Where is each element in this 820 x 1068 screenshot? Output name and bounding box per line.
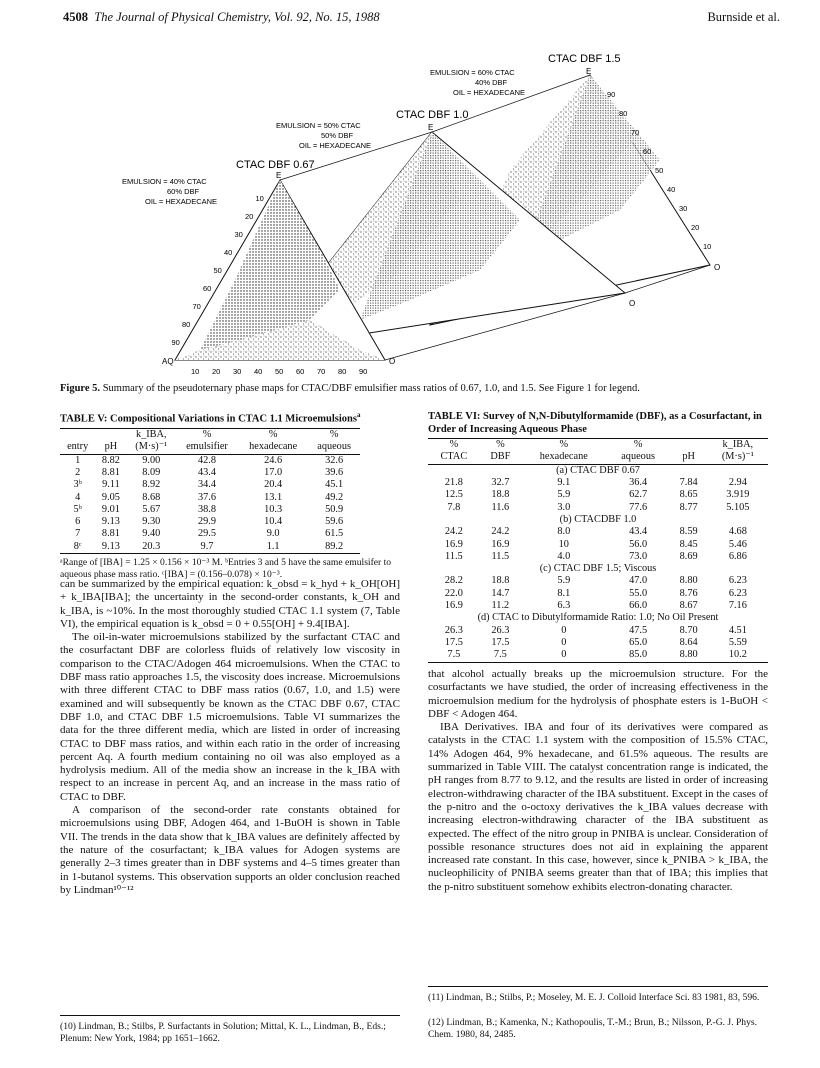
table-v-header: hexadecane (238, 441, 308, 454)
table-row (428, 477, 768, 489)
table-vi-header: hexadecane (521, 451, 607, 464)
svg-text:EMULSION = 40% CTAC: EMULSION = 40% CTAC (122, 177, 207, 186)
table-cell: 20.3 (127, 541, 176, 554)
reference-rule (428, 986, 768, 987)
table-cell: 22.0 (444, 587, 463, 599)
table-cell: 24.2 (444, 526, 463, 538)
table-cell: 6.86 (728, 550, 747, 562)
table-cell: 9.1 (557, 477, 571, 489)
svg-text:OIL = HEXADECANE: OIL = HEXADECANE (145, 197, 218, 206)
table-cell: 9.7 (176, 541, 238, 554)
left-tick-label: 40 (224, 248, 233, 257)
table-section-label: (a) CTAC DBF 0.67 (556, 464, 640, 476)
vertex-o-0-67: O (389, 357, 396, 366)
table-vi-header-top (670, 439, 708, 452)
table-cell: 9.05 (101, 491, 120, 503)
table-cell: 24.2 (491, 526, 510, 538)
bottom-axis-ticks (191, 367, 367, 376)
table-cell: 5.9 (557, 575, 571, 587)
table-section-row (428, 514, 768, 526)
table-cell: 10 (558, 538, 569, 550)
table-cell: 55.0 (629, 587, 648, 599)
table-v-header: (M·s)⁻¹ (127, 441, 176, 454)
table-row (428, 575, 768, 587)
vertex-e-1-5: E (586, 67, 592, 76)
table-vi-header: aqueous (607, 451, 670, 464)
diagram-title-0-67: CTAC DBF 0.67 (236, 159, 315, 171)
table-row (428, 600, 768, 612)
table-cell: 8.65 (679, 489, 698, 501)
table-cell: 20.4 (264, 479, 283, 491)
table-row (428, 502, 768, 514)
table-cell: 17.0 (264, 466, 283, 478)
right-tick-label: 20 (691, 223, 700, 232)
paragraph: can be summarized by the empirical equation: k_obsd = k_hyd + k_OH[OH] + k_IBA[IBA]; the uncertainty in the second-order constants, k_OH and k_IBA, is ~10%. In the most thoroughly studied CTAC 1.1 system (7, Table VI), the empirical equation is k_obsd = 0 + 0.55[OH] + 9.4[IBA]. (60, 578, 400, 630)
right-tick-label: 40 (667, 185, 676, 194)
table-v-block (60, 411, 400, 580)
table-row (428, 625, 768, 637)
paragraph: that alcohol actually breaks up the microemulsion structure. For the cosurfactants we have studied, the order of increasing effectiveness in the microemulsion medium for the hydrolysis of phosphate esters is 1-BuOH < DBF < Adogen 464. (428, 668, 768, 720)
reference-10: (10) Lindman, B.; Stilbs, P. Surfactants in Solution; Mittal, K. L., Lindman, B., Eds.; Plenum: New York, 1984; pp 1651–1662. (60, 1021, 386, 1044)
svg-text:OIL = HEXADECANE: OIL = HEXADECANE (453, 88, 526, 97)
left-tick-label: 30 (234, 230, 243, 239)
table-cell: 29.5 (197, 528, 216, 540)
diagram-title-1-5: CTAC DBF 1.5 (548, 53, 621, 65)
left-tick-label: 60 (203, 284, 212, 293)
left-column-text (60, 578, 400, 897)
table-v (60, 428, 360, 554)
table-cell: 8.09 (142, 466, 161, 478)
right-column-text (428, 668, 768, 894)
table-row (60, 479, 360, 491)
table-cell: 4 (75, 491, 81, 503)
table-cell: 73.0 (629, 550, 648, 562)
table-row (60, 504, 360, 516)
table-cell: 2.94 (728, 477, 747, 489)
table-row (428, 489, 768, 501)
table-cell: 8.0 (557, 526, 571, 538)
table-cell: 3.0 (557, 501, 571, 513)
table-row (428, 637, 768, 649)
table-section-row (428, 612, 768, 624)
table-cell: 13.1 (264, 491, 283, 503)
page-header-left (63, 10, 380, 25)
table-cell: 0 (521, 649, 607, 662)
table-row (60, 467, 360, 479)
table-cell: 66.0 (629, 600, 648, 612)
bottom-tick-label: 70 (317, 367, 326, 376)
table-cell: 28.2 (444, 575, 463, 587)
table-cell: 8.76 (679, 587, 698, 599)
table-v-header-top (60, 429, 95, 442)
table-cell: 2 (75, 466, 81, 478)
left-tick-label: 70 (192, 302, 201, 311)
table-vi-header-top: k_IBA, (708, 439, 768, 452)
table-row (60, 528, 360, 540)
legend-0-67 (122, 177, 217, 206)
running-authors: Burnside et al. (707, 10, 780, 24)
table-cell: 24.6 (264, 454, 283, 466)
table-cell: 49.2 (325, 491, 344, 503)
bottom-tick-label: 20 (212, 367, 221, 376)
table-cell: 1.1 (238, 541, 308, 554)
table-row (428, 551, 768, 563)
paragraph: The oil-in-water microemulsions stabilized by the surfactant CTAC and the cosurfactant DBF are colorless fluids of relatively low viscosity in comparison to the CTAC/Adogen 464 microemulsions. When the CTAC to DBF mass ratio approaches 1.5, the viscosity does increase. Microemulsions with three different CTAC to DBF mass ratios (0.67, 1.0, and 1.5) were examined and will subsequently be known as the CTAC DBF 0.67, CTAC DBF 1.0, and CTAC DBF 1.5 microemulsions. Table VI summarizes the data for the three different media, which are listed in order of increasing CTAC to DBF mass ratios, and within each ratio in the order of increasing percent Aq. A fourth medium containing no oil was also employed as a hydrolysis medium. All of the media show an increase in the k_IBA with respect to an increase in percent Aq, and an increase in the mass ratio of CTAC to DBF. (60, 631, 400, 803)
table-vi-header: (M·s)⁻¹ (708, 451, 768, 464)
figure-5 (60, 50, 770, 380)
table-cell: 5ᵇ (73, 503, 82, 515)
table-cell: 6.23 (728, 587, 747, 599)
table-cell: 8ᶜ (60, 541, 95, 554)
table-section-row (428, 464, 768, 477)
table-v-title: TABLE V: Compositional Variations in CTAC 1.1 Microemulsions$^a$ (60, 411, 361, 425)
right-tick-label: 70 (631, 128, 640, 137)
table-cell: 6 (75, 516, 81, 528)
svg-text:EMULSION = 60% CTAC: EMULSION = 60% CTAC (430, 68, 515, 77)
table-cell: 6.3 (557, 600, 571, 612)
table-vi-header-top: % (607, 439, 670, 452)
figure-caption-label: Figure 5. (60, 383, 101, 394)
table-cell: 4.51 (728, 624, 747, 636)
table-cell: 50.9 (325, 503, 344, 515)
vertex-o-1-5: O (714, 263, 721, 272)
table-cell: 8.1 (557, 587, 571, 599)
vertex-o-1-0: O (629, 299, 636, 308)
bottom-tick-label: 90 (359, 367, 368, 376)
table-cell: 36.4 (629, 477, 648, 489)
table-cell: 18.8 (491, 489, 510, 501)
right-tick-label: 60 (643, 147, 652, 156)
table-cell: 4.0 (557, 550, 571, 562)
table-cell: 8.80 (679, 575, 698, 587)
table-row (428, 539, 768, 551)
table-cell: 3.919 (726, 489, 750, 501)
table-cell: 5.9 (557, 489, 571, 501)
table-cell: 65.0 (629, 636, 648, 648)
table-cell: 42.8 (197, 454, 216, 466)
table-cell: 9.13 (101, 516, 120, 528)
table-cell: 9.13 (95, 541, 126, 554)
left-tick-label: 10 (255, 194, 264, 203)
table-cell: 9.00 (142, 454, 161, 466)
bottom-tick-label: 60 (296, 367, 305, 376)
table-cell: 8.67 (679, 600, 698, 612)
table-cell: 8.64 (679, 636, 698, 648)
bottom-tick-label: 50 (275, 367, 284, 376)
table-cell: 89.2 (308, 541, 360, 554)
table-row (60, 492, 360, 504)
table-cell: 4.68 (728, 526, 747, 538)
table-vi-header-top: % (428, 439, 480, 452)
right-tick-label: 10 (703, 242, 712, 251)
legend-1-5 (430, 68, 525, 97)
table-cell: 9.0 (266, 528, 280, 540)
table-cell: 11.5 (445, 550, 463, 562)
vertex-e-0-67: E (276, 171, 282, 180)
table-row (428, 649, 768, 662)
table-cell: 8.69 (679, 550, 698, 562)
table-cell: 32.7 (491, 477, 510, 489)
table-section-label: (d) CTAC to Dibutylformamide Ratio: 1.0; No Oil Present (477, 612, 719, 624)
bottom-tick-label: 30 (233, 367, 242, 376)
vertex-e-1-0: E (428, 123, 434, 132)
table-cell: 26.3 (444, 624, 463, 636)
table-cell: 8.81 (101, 528, 120, 540)
table-cell: 9.01 (101, 503, 120, 515)
table-cell: 29.9 (197, 516, 216, 528)
table-cell: 77.6 (629, 501, 648, 513)
right-tick-label: 90 (607, 90, 616, 99)
table-cell: 17.5 (491, 636, 510, 648)
table-cell: 21.8 (444, 477, 463, 489)
table-cell: 7.16 (728, 600, 747, 612)
journal-name: The Journal of Physical Chemistry, Vol. 92, No. 15, 1988 (94, 10, 380, 24)
table-cell: 8.80 (670, 649, 708, 662)
table-cell: 34.4 (197, 479, 216, 491)
table-cell: 16.9 (491, 538, 510, 550)
table-row (428, 526, 768, 538)
table-vi-title: TABLE VI: Survey of N,N-Dibutylformamide (DBF), as a Cosurfactant, in Order of Increasing Aqueous Phase (428, 411, 762, 435)
table-cell: 11.2 (491, 600, 510, 612)
table-vi-header-top: % (521, 439, 607, 452)
right-tick-label: 50 (655, 166, 664, 175)
table-cell: 18.8 (491, 575, 510, 587)
paragraph: IBA Derivatives. IBA and four of its derivatives were compared as catalysts in the CTAC 1.1 system with the composition of 15.5% CTAC, 14% Adogen 464, 9% hexadecane, and 61.5% aqueous. The results are summarized in Table VIII. The catalyst concentration range is indicated, the pH ranges from 8.77 to 9.12, and the results are listed in order of increasing electron-withdrawing character of the IBA substituent. Except in the cases of the p-nitro and the o-octoxy derivatives the k_IBA values decrease with increasing electron-withdrawing character of the IBA substituent as expected. The effect of the nitro group in PNIBA is unclear. Consideration of possible resonance structures does not aid in explaining the apparent increased rate constant. In this case, however, since k_PNIBA > k_IBA, the nucleophilicity of PNIBA seems greater than that of IBA; this implies that the p-nitro substituent somehow exhibits electron-donating character. (428, 721, 768, 893)
table-cell: 8.68 (142, 491, 161, 503)
table-cell: 56.0 (629, 538, 648, 550)
table-row (60, 454, 360, 467)
table-cell: 45.1 (325, 479, 344, 491)
paragraph: A comparison of the second-order rate constants obtained for microemulsions using DBF, Adogen 464, and 1-BuOH is shown in Table VII. The trends in the data show that k_IBA values are definitely affected by the nature of the cosurfactant; k_IBA values for Adogen systems are generally 2–3 times greater than in DBF systems and 4–5 times greater than in 1-butanol systems. This observation supports an older conclusion reached by Lindman¹⁰⁻¹² (60, 804, 400, 896)
table-section-label: (b) CTACDBF 1.0 (559, 513, 637, 525)
table-cell: 1 (75, 454, 81, 466)
svg-text:60% DBF: 60% DBF (167, 187, 200, 196)
table-cell: 7.5 (428, 649, 480, 662)
table-cell: 7 (75, 528, 81, 540)
table-v-header: entry (60, 441, 95, 454)
table-v-header-top: % (176, 429, 238, 442)
table-row (60, 516, 360, 528)
table-vi-header: CTAC (428, 451, 480, 464)
left-tick-label: 50 (213, 266, 222, 275)
table-cell: 11.6 (491, 501, 510, 513)
table-cell: 5.105 (726, 501, 750, 513)
table-cell: 38.8 (197, 503, 216, 515)
figure-caption-text: Summary of the pseudoternary phase maps for CTAC/DBF emulsifier mass ratios of 0.67, 1.0, and 1.5. See Figure 1 for legend. (102, 383, 640, 394)
table-cell: 43.4 (629, 526, 648, 538)
table-cell: 5.59 (728, 636, 747, 648)
svg-text:40% DBF: 40% DBF (475, 78, 508, 87)
table-cell: 8.45 (679, 538, 698, 550)
left-tick-label: 80 (182, 320, 191, 329)
table-cell: 10.4 (264, 516, 283, 528)
table-row (60, 541, 360, 554)
reference-12: (12) Lindman, B.; Kamenka, N.; Kathopoulis, T.-M.; Brun, B.; Nilsson, P.-G. J. Phys. Chem. 1980, 84, 2485. (428, 1017, 758, 1040)
table-cell: 12.5 (444, 489, 463, 501)
table-vi-header: pH (670, 451, 708, 464)
left-tick-label: 20 (245, 212, 254, 221)
vertex-aq: AQ (162, 357, 174, 366)
table-cell: 14.7 (491, 587, 510, 599)
table-vi (428, 438, 768, 662)
table-cell: 5.67 (142, 503, 161, 515)
table-cell: 0 (561, 636, 567, 648)
bottom-tick-label: 10 (191, 367, 200, 376)
reference-11: (11) Lindman, B.; Stilbs, P.; Moseley, M. E. J. Colloid Interface Sci. 83 1981, 83, 596. (428, 992, 760, 1003)
table-section-label: (c) CTAC DBF 1.5; Viscous (539, 563, 657, 575)
table-cell: 8.92 (142, 479, 161, 491)
table-cell: 8.81 (101, 466, 120, 478)
table-v-header-top: % (238, 429, 308, 442)
table-cell: 11.5 (491, 550, 510, 562)
table-v-header-top (95, 429, 126, 442)
figure-caption (60, 383, 770, 394)
table-vi-header: DBF (480, 451, 521, 464)
table-cell: 8.70 (679, 624, 698, 636)
svg-text:OIL = HEXADECANE: OIL = HEXADECANE (299, 141, 372, 150)
table-cell: 17.5 (444, 636, 463, 648)
table-cell: 85.0 (607, 649, 670, 662)
table-v-header: aqueous (308, 441, 360, 454)
table-cell: 47.5 (629, 624, 648, 636)
table-cell: 7.5 (480, 649, 521, 662)
table-cell: 0 (561, 624, 567, 636)
right-tick-label: 30 (679, 204, 688, 213)
table-cell: 32.6 (325, 454, 344, 466)
table-cell: 37.6 (197, 491, 216, 503)
table-cell: 39.6 (325, 466, 344, 478)
table-cell: 3ᵇ (73, 479, 82, 491)
table-cell: 7.84 (679, 477, 698, 489)
table-v-header: pH (95, 441, 126, 454)
table-cell: 5.46 (728, 538, 747, 550)
reference-rule (60, 1015, 400, 1016)
diagram-title-1-0: CTAC DBF 1.0 (396, 109, 469, 121)
table-cell: 59.6 (325, 516, 344, 528)
bottom-tick-label: 40 (254, 367, 263, 376)
page-number: 4508 (63, 10, 88, 24)
table-cell: 10.2 (708, 649, 768, 662)
svg-text:50% DBF: 50% DBF (321, 131, 354, 140)
left-tick-label: 90 (171, 338, 180, 347)
table-vi-block (428, 411, 768, 663)
table-cell: 16.9 (444, 600, 463, 612)
table-cell: 6.23 (728, 575, 747, 587)
table-cell: 61.5 (325, 528, 344, 540)
table-cell: 62.7 (629, 489, 648, 501)
table-v-header-top: % (308, 429, 360, 442)
table-cell: 9.40 (142, 528, 161, 540)
svg-text:EMULSION = 50% CTAC: EMULSION = 50% CTAC (276, 121, 361, 130)
phase-diagram-figure (60, 50, 770, 380)
table-cell: 47.0 (629, 575, 648, 587)
table-row (428, 588, 768, 600)
right-tick-label: 80 (619, 109, 628, 118)
table-cell: 43.4 (197, 466, 216, 478)
table-v-header-top: k_IBA, (127, 429, 176, 442)
table-cell: 7.8 (447, 501, 461, 513)
table-v-header: emulsifier (176, 441, 238, 454)
table-cell: 9.11 (102, 479, 120, 491)
table-vi-header-top: % (480, 439, 521, 452)
bottom-tick-label: 80 (338, 367, 347, 376)
table-section-row (428, 563, 768, 575)
table-cell: 26.3 (491, 624, 510, 636)
legend-1-0 (276, 121, 371, 150)
table-cell: 9.30 (142, 516, 161, 528)
table-cell: 10.3 (264, 503, 283, 515)
table-v-footnote: ᵃRange of [IBA] = 1.25 × 0.156 × 10⁻³ M. ᵇEntries 3 and 5 have the same emulsifer to aqueous phase mass ratio. ᶜ[IBA] = (0.156–0.078) × 10⁻³. (60, 557, 392, 580)
table-cell: 8.82 (101, 454, 120, 466)
table-cell: 16.9 (444, 538, 463, 550)
table-cell: 8.59 (679, 526, 698, 538)
table-cell: 8.77 (679, 501, 698, 513)
